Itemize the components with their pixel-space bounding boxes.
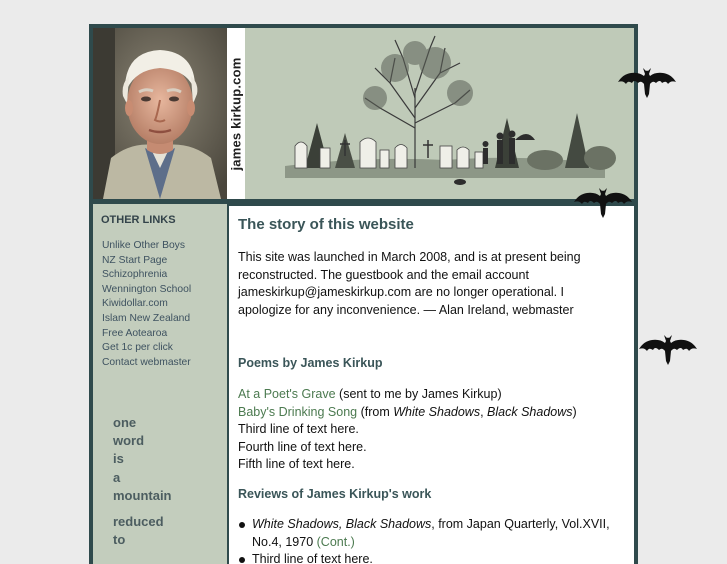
- sidebar-link-contact-webmaster[interactable]: Contact webmaster: [102, 356, 191, 368]
- poems-list: [238, 386, 577, 474]
- site-label: james kirkup.com: [228, 56, 244, 171]
- site-label-strip: [227, 28, 245, 199]
- poem-item: Fourth line of text here.: [238, 439, 367, 454]
- sidebar-link-schizophrenia[interactable]: Schizophrenia: [102, 269, 168, 281]
- poem-item: Fifth line of text here.: [238, 457, 355, 471]
- bat-icon: [638, 331, 698, 367]
- sidebar-link-free-aotearoa[interactable]: Free Aotearoa: [102, 327, 168, 339]
- sidebar-link-list: [102, 239, 191, 370]
- poem-item: At a Poet's Grave (sent to me by James Kirkup): [238, 387, 502, 401]
- poem-line: word: [113, 433, 145, 449]
- poem-link-babys-drinking-song[interactable]: Baby's Drinking Song: [238, 404, 358, 419]
- bat-icon: [573, 184, 633, 220]
- poem-line: one: [113, 415, 137, 430]
- reviews-list: [238, 516, 618, 564]
- poem-line: reduced: [113, 514, 164, 530]
- review-item: White Shadows, Black Shadows, from Japan Quarterly, Vol.XVII, No.4, 1970 (Cont.): [238, 516, 618, 551]
- poem-line: mountain: [113, 487, 172, 503]
- poem-link-at-a-poets-grave[interactable]: At a Poet's Grave: [238, 387, 336, 401]
- review-cont-link[interactable]: (Cont.): [316, 534, 355, 549]
- sidebar: [93, 204, 227, 564]
- sidebar-link-islam-new-zealand[interactable]: Islam New Zealand: [102, 312, 191, 324]
- sidebar-link-unlike-other-boys[interactable]: Unlike Other Boys: [102, 240, 185, 251]
- sidebar-link-kiwidollar[interactable]: Kiwidollar.com: [102, 298, 168, 310]
- poem-item: Third line of text here.: [238, 422, 359, 436]
- page-frame: [89, 24, 638, 564]
- sidebar-poem: [113, 414, 172, 549]
- bat-icon: [617, 64, 677, 100]
- reviews-heading: Reviews of James Kirkup's work: [238, 487, 432, 501]
- sidebar-heading: OTHER LINKS: [101, 214, 176, 226]
- graveyard-banner: [245, 28, 634, 199]
- poems-heading: Poems by James Kirkup: [238, 356, 383, 370]
- page-title: The story of this website: [238, 216, 414, 233]
- poem-line: to: [113, 532, 126, 548]
- review-item: Third line of text here.: [238, 551, 618, 564]
- sidebar-link-wennington-school[interactable]: Wennington School: [102, 283, 192, 295]
- poem-line: is: [113, 451, 124, 467]
- intro-paragraph: This site was launched in March 2008, and is at present being reconstructed. The guestbook and the email account jameskirkup@jameskirkup.com are no longer operational. I apologize for any inconvenience. — Alan Ireland, webmaster: [238, 250, 581, 317]
- sidebar-link-get-1c-per-click[interactable]: Get 1c per click: [102, 342, 173, 354]
- graveyard-illustration: [245, 28, 634, 199]
- author-portrait-image: [93, 28, 227, 199]
- poem-item: Baby's Drinking Song (from White Shadows, Black Shadows): [238, 404, 577, 419]
- sidebar-link-nz-start-page[interactable]: NZ Start Page: [102, 254, 168, 266]
- author-photo: [93, 28, 227, 199]
- poem-line: a: [113, 469, 121, 485]
- main-content: [229, 206, 634, 564]
